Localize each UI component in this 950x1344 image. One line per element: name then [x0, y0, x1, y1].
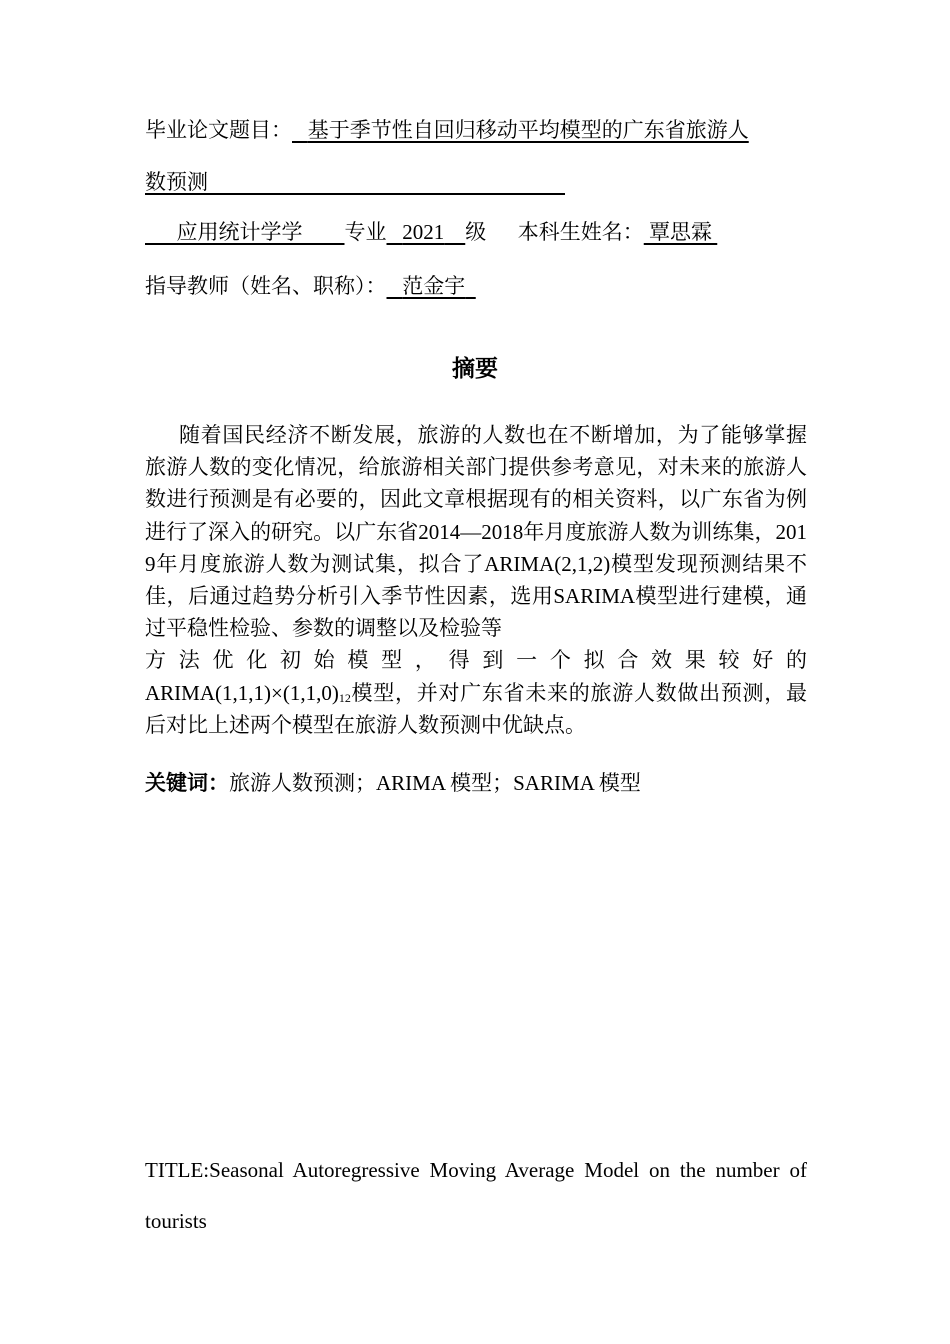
english-title: TITLE:Seasonal Autoregressive Moving Average Model on the number of tourists [145, 1158, 807, 1233]
thesis-title-line-1 [145, 115, 807, 145]
abstract-text-part-2: 模型，并对广东省未来的旅游人数做出预测，最后对比上述两个模型在旅游人数预测中优缺点。 [145, 680, 807, 737]
thesis-title-underline-lead [292, 118, 308, 142]
abstract-heading: 摘要 [452, 355, 498, 381]
thesis-title-line-2 [145, 167, 807, 197]
major-name: 应用统计学学 [176, 220, 303, 244]
sarima-model-notation: ARIMA(1,1,1)×(1,1,0) [145, 680, 339, 705]
major-info-line [145, 217, 807, 247]
student-name-label: 本科生姓名： [517, 220, 644, 244]
student-name: 覃思霖 [649, 220, 712, 244]
grade-suffix: 级 [465, 220, 487, 244]
major-suffix: 专业 [344, 220, 387, 244]
seasonal-period-subscript: 12 [338, 690, 351, 705]
advisor-info-line [145, 271, 807, 301]
thesis-title-text-2: 数预测 [145, 170, 208, 194]
advisor-name: 范金宇 [402, 274, 466, 298]
advisor-label: 指导教师（姓名、职称）： [145, 274, 387, 298]
thesis-title-underline-tail [208, 170, 565, 194]
abstract-text-spread-line: 方 法 优 化 初 始 模 型 ， 得 到 一 个 拟 合 效 果 较 好 的 [145, 648, 807, 673]
grade-year: 2021 [402, 220, 445, 244]
keywords-line [145, 768, 807, 799]
keywords-text: 旅游人数预测；ARIMA 模型；SARIMA 模型 [229, 771, 641, 795]
thesis-title-label: 毕业论文题目： [145, 118, 292, 142]
keywords-label: 关键词： [145, 772, 229, 795]
abstract-text-part-1: 随着国民经济不断发展，旅游的人数也在不断增加，为了能够掌握旅游人数的变化情况，给旅游相关部门提供参考意见，对未来的旅游人数进行预测是有必要的，因此文章根据现有的相关资料，以广东省为例进行了深入的研究。以广东省2014—2018年月度旅游人数为训练集，2019年月度旅游人数为测试集，拟合了ARIMA(2,1,2)模型发现预测结果不佳，后通过趋势分析引入季节性因素，选用SARIMA模型进行建模，通过平稳性检验、参数的调整以及检验等 [145, 423, 807, 641]
abstract-body [145, 419, 807, 741]
thesis-title-text-1: 基于季节性自回归移动平均模型的广东省旅游人 [307, 118, 749, 142]
